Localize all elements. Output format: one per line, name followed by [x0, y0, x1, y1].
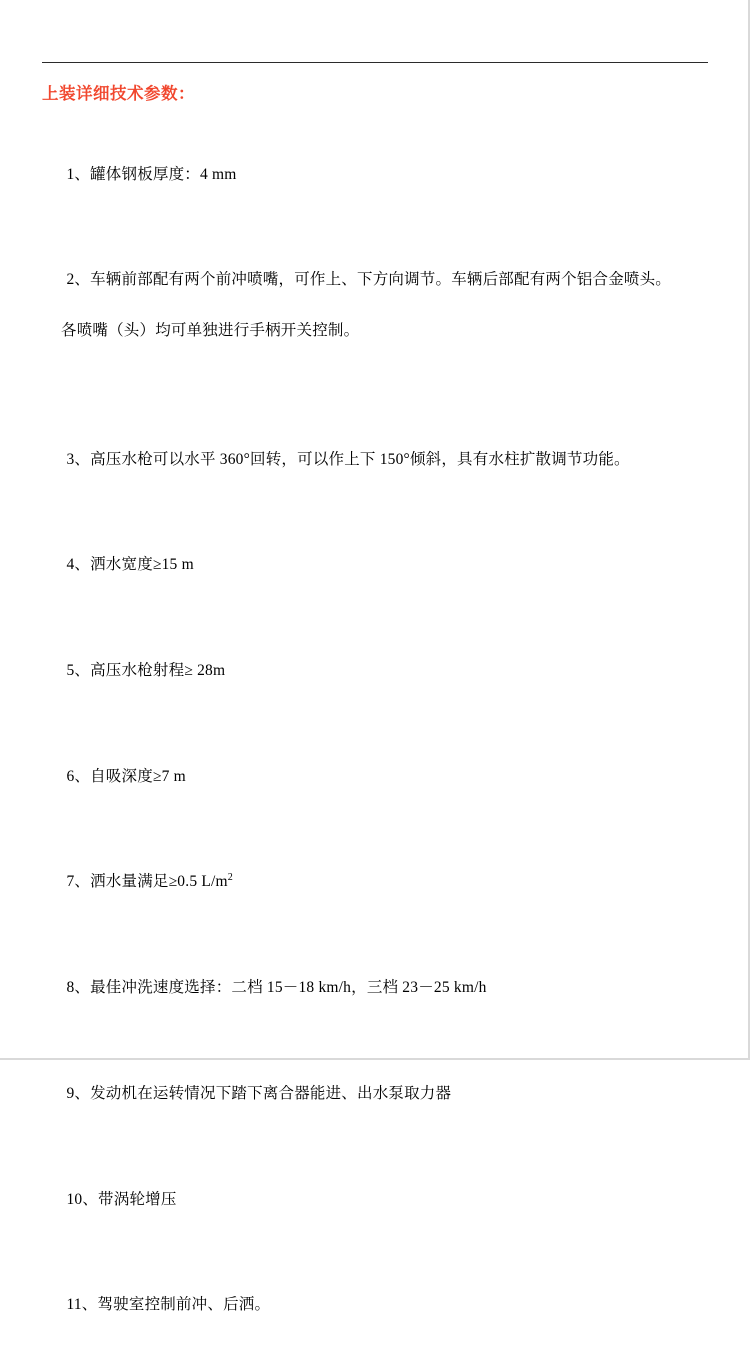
- spec-item-4: [42, 527, 708, 604]
- spec-item-8-text: 8、最佳冲洗速度选择：二档 15－18 km/h，三档 23－25 km/h: [66, 979, 487, 997]
- spec-item-11-text: 11、驾驶室控制前冲、后洒。: [66, 1296, 271, 1314]
- spec-item-3: [42, 421, 708, 498]
- spec-item-8: [42, 950, 708, 1027]
- spec-item-7: [42, 844, 708, 921]
- spec-item-6: [42, 738, 708, 815]
- spec-item-7-text: 7、洒水量满足≥0.5 L/m: [66, 873, 228, 891]
- section-heading: 上装详细技术参数：: [42, 85, 195, 103]
- spec-item-2-text: 2、车辆前部配有两个前冲喷嘴，可作上、下方向调节。车辆后部配有两个铝合金喷头。: [66, 271, 672, 289]
- spec-item-2-text-line2: 各喷嘴（头）均可单独进行手柄开关控制。: [61, 322, 360, 340]
- spec-item-11: [42, 1267, 708, 1344]
- spec-item-3-text: 3、高压水枪可以水平 360°回转，可以作上下 150°倾斜，具有水柱扩散调节功能。: [66, 450, 630, 468]
- spec-item-5: [42, 633, 708, 710]
- spec-item-10: [42, 1161, 708, 1238]
- document-content: [42, 62, 708, 1372]
- spec-item-4-text: 4、洒水宽度≥15 m: [66, 556, 194, 574]
- spec-item-1: [42, 136, 708, 213]
- spec-item-9-text: 9、发动机在运转情况下踏下离合器能进、出水泵取力器: [66, 1084, 452, 1102]
- spec-item-1-text: 1、罐体钢板厚度：4 mm: [66, 165, 237, 183]
- header-divider: [42, 62, 708, 63]
- spec-item-9: [42, 1055, 708, 1132]
- spec-item-7-superscript: 2: [227, 872, 234, 884]
- spec-item-2: [42, 242, 708, 395]
- spec-item-10-text: 10、带涡轮增压: [66, 1190, 177, 1208]
- spec-item-6-text: 6、自吸深度≥7 m: [66, 767, 186, 785]
- spec-item-5-text: 5、高压水枪射程≥ 28m: [66, 662, 226, 680]
